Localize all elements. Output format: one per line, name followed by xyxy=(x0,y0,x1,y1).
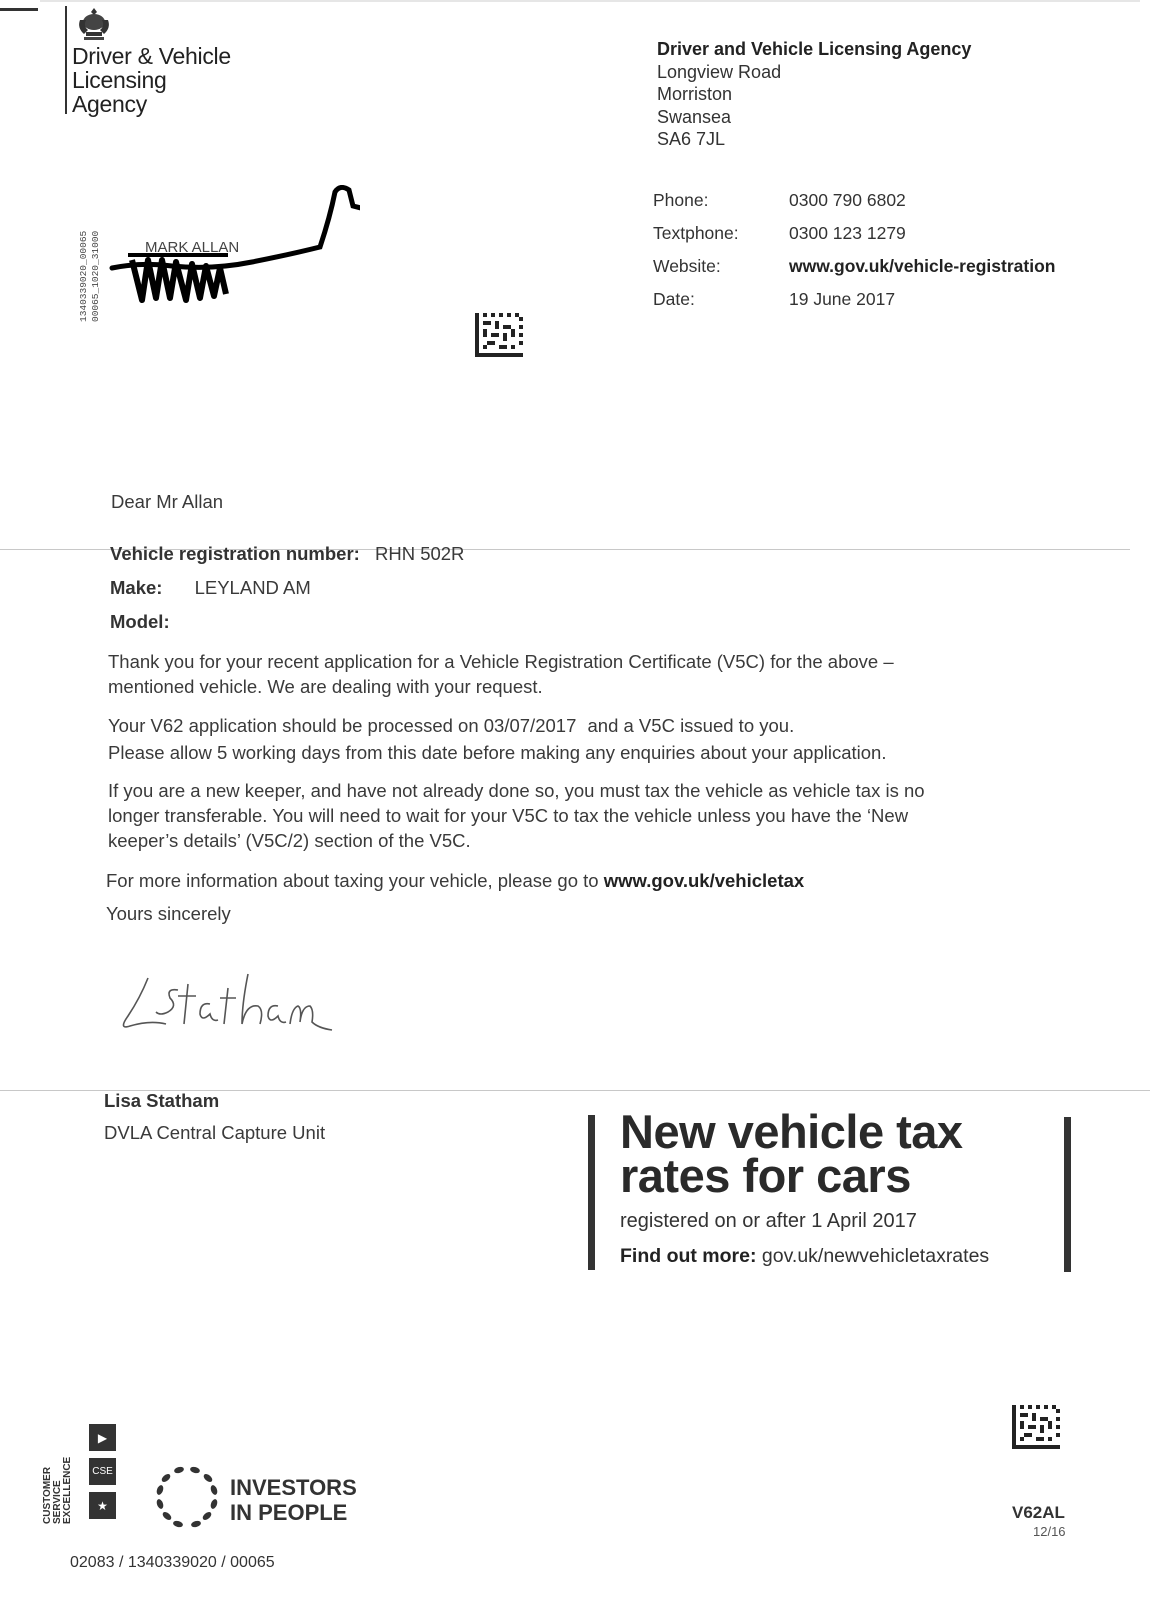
top-edge-mark xyxy=(0,8,38,11)
vrn-line xyxy=(110,543,464,565)
cse-play-icon: ▶ xyxy=(89,1424,116,1451)
top-edge-line xyxy=(40,0,1140,2)
advert-bar-right xyxy=(1064,1117,1071,1272)
paragraph-1 xyxy=(108,649,894,699)
advert-heading xyxy=(620,1105,963,1202)
dvla-logo-text xyxy=(72,44,231,116)
para3-line: keeper’s details’ (V5C/2) section of the V5C. xyxy=(108,830,471,851)
make-label: Make: xyxy=(110,577,163,598)
para1-line: mentioned vehicle. We are dealing with your request. xyxy=(108,676,543,697)
para2-line1 xyxy=(108,712,886,739)
find-url[interactable]: gov.uk/newvehicletaxrates xyxy=(761,1245,990,1267)
logo-line: Driver & Vehicle xyxy=(72,43,231,69)
contact-row-website xyxy=(653,256,1103,289)
cse-line: CUSTOMER xyxy=(42,1466,53,1524)
advert-find-out-more xyxy=(620,1245,989,1268)
phone-label: Phone: xyxy=(653,190,709,210)
cse-line: EXCELLENCE xyxy=(62,1456,73,1524)
paragraph-2 xyxy=(108,712,886,766)
redaction-scribble xyxy=(100,185,360,315)
mailing-codes xyxy=(78,212,102,322)
recipient-name: MARK ALLAN xyxy=(145,239,240,256)
datamatrix-barcode-icon xyxy=(475,313,523,357)
find-label: Find out more: xyxy=(620,1245,757,1267)
advert-subheading: registered on or after 1 April 2017 xyxy=(620,1210,917,1232)
signatory-unit: DVLA Central Capture Unit xyxy=(104,1122,326,1143)
make-line xyxy=(110,577,311,599)
sender-address xyxy=(657,38,971,151)
form-date: 12/16 xyxy=(1033,1524,1066,1539)
contact-row-phone xyxy=(653,190,1103,223)
paragraph-4 xyxy=(106,870,804,892)
logo-rule xyxy=(65,6,67,114)
model-line xyxy=(110,611,170,633)
cse-badge: CSE xyxy=(89,1458,116,1485)
sender-town: Swansea xyxy=(657,106,732,127)
sender-org: Driver and Vehicle Licensing Agency xyxy=(657,39,972,59)
para3-line: If you are a new keeper, and have not already done so, you must tax the vehicle as vehicle tax is no xyxy=(108,780,925,801)
sender-street: Longview Road xyxy=(657,61,782,82)
para3-line: longer transferable. You will need to wait for your V5C to tax the vehicle unless you have the ‘New xyxy=(108,805,909,826)
advert-bar-left xyxy=(588,1115,595,1270)
website-label: Website: xyxy=(653,256,721,276)
cse-line: SERVICE xyxy=(52,1480,63,1524)
textphone-label: Textphone: xyxy=(653,223,739,243)
contact-row-textphone xyxy=(653,223,1103,256)
date-label: Date: xyxy=(653,289,695,309)
logo-line: Licensing xyxy=(72,67,167,93)
vrn-value: RHN 502R xyxy=(374,543,465,564)
make-value: LEYLAND AM xyxy=(194,577,311,598)
advert-heading-line: rates for cars xyxy=(620,1149,911,1202)
website-value: www.gov.uk/vehicle-registration xyxy=(789,256,1056,276)
date-value: 19 June 2017 xyxy=(789,289,896,309)
mailing-code: 00065_1020_31000 xyxy=(90,230,101,322)
textphone-value: 0300 123 1279 xyxy=(789,223,906,243)
cse-star-icon: ★ xyxy=(89,1492,116,1519)
para1-line: Thank you for your recent application for a Vehicle Registration Certificate (V5C) for the above – xyxy=(108,651,894,672)
cse-text xyxy=(43,1457,73,1524)
iip-line: IN PEOPLE xyxy=(230,1500,348,1525)
contact-details xyxy=(653,190,1103,322)
phone-value: 0300 790 6802 xyxy=(789,190,906,210)
royal-crest-icon xyxy=(74,6,114,42)
sender-postcode: SA6 7JL xyxy=(657,129,726,149)
document-reference: 02083 / 1340339020 / 00065 xyxy=(70,1554,275,1571)
processing-date: 03/07/2017 xyxy=(483,715,577,736)
contact-row-date xyxy=(653,289,1103,322)
form-code: V62AL xyxy=(1012,1503,1065,1522)
para2-text-b: and a V5C issued to you. xyxy=(587,715,795,736)
salutation: Dear Mr Allan xyxy=(111,491,224,512)
handwritten-signature xyxy=(118,970,348,1042)
datamatrix-barcode-icon xyxy=(1012,1404,1060,1450)
closing: Yours sincerely xyxy=(106,903,231,924)
signatory-name: Lisa Statham xyxy=(104,1090,220,1111)
para2-text-a: Your V62 application should be processed on xyxy=(108,715,479,736)
para4-text: For more information about taxing your vehicle, please go to xyxy=(106,870,599,891)
logo-line: Agency xyxy=(72,91,147,117)
model-label: Model: xyxy=(110,611,170,632)
paragraph-3 xyxy=(108,778,925,853)
iip-line: INVESTORS xyxy=(230,1475,357,1500)
advert-heading-line: New vehicle tax xyxy=(620,1105,963,1158)
vehicletax-link[interactable]: www.gov.uk/vehicletax xyxy=(603,870,805,891)
vrn-label: Vehicle registration number: xyxy=(110,543,360,564)
investors-in-people-text xyxy=(230,1475,357,1525)
investors-in-people-laurel-icon xyxy=(152,1464,222,1530)
para2-line2: Please allow 5 working days from this date before making any enquiries about your application. xyxy=(108,742,887,763)
sender-district: Morriston xyxy=(657,84,733,104)
mailing-code: 1340339020_00065 xyxy=(78,230,89,322)
